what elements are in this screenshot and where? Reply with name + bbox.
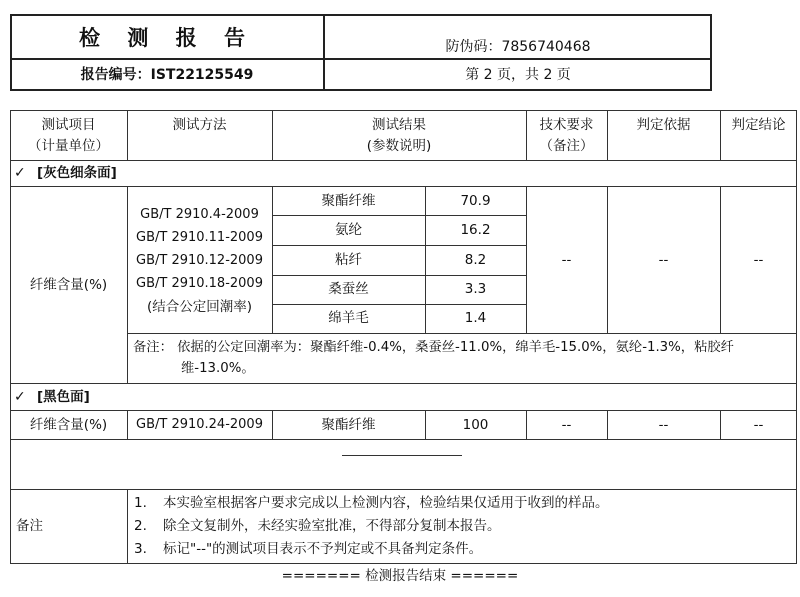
fiber-value: 1.4 bbox=[464, 310, 487, 326]
requirement-value: -- bbox=[561, 252, 572, 268]
col-header-result-params: (参数说明) bbox=[366, 138, 432, 154]
col-header-requirement-note: （备注） bbox=[539, 138, 594, 154]
rule-section1-bottom bbox=[10, 186, 797, 187]
method-line: GB/T 2910.12-2009 bbox=[136, 253, 263, 268]
remarks-rule bbox=[127, 489, 128, 564]
fiber-name: 氨纶 bbox=[335, 222, 362, 238]
fiber-name: 桑蚕丝 bbox=[328, 281, 369, 297]
moisture-note-cont: 维-13.0%。 bbox=[181, 361, 255, 376]
remark-number: 1. bbox=[134, 495, 147, 511]
header-divider-h bbox=[11, 58, 711, 60]
method-line: GB/T 2910.11-2009 bbox=[136, 230, 263, 245]
rule-section2-row-top bbox=[10, 410, 797, 411]
report-title: 检 测 报 告 bbox=[79, 26, 255, 50]
rule-fiber-2 bbox=[272, 245, 526, 246]
rule-fiber-3 bbox=[272, 275, 526, 276]
col-header-result: 测试结果 bbox=[372, 117, 426, 133]
rule-header-bottom bbox=[10, 160, 797, 161]
rule-fiber-1 bbox=[272, 215, 526, 216]
page-number: 第 2 页，共 2 页 bbox=[465, 67, 571, 83]
remark-number: 3. bbox=[134, 541, 147, 557]
check-mark: ✓ bbox=[14, 165, 26, 181]
col-header-basis: 判定依据 bbox=[636, 117, 691, 133]
method-line: GB/T 2910.18-2009 bbox=[136, 276, 263, 291]
fiber-value: 100 bbox=[462, 417, 489, 433]
remark-number: 2. bbox=[134, 518, 147, 534]
basis-value: -- bbox=[658, 417, 669, 433]
col-header-conclusion: 判定结论 bbox=[731, 117, 786, 133]
check-mark: ✓ bbox=[14, 389, 26, 405]
report-end-marker: ======= 检测报告结束 ====== bbox=[281, 568, 519, 584]
method-line: GB/T 2910.4-2009 bbox=[140, 207, 259, 222]
rule-section2-top bbox=[10, 383, 797, 384]
remarks-label: 备注 bbox=[16, 518, 43, 534]
basis-value: -- bbox=[658, 252, 669, 268]
conclusion-value: -- bbox=[753, 417, 764, 433]
fiber-value: 16.2 bbox=[460, 222, 491, 238]
anti-fake-code: 防伪码：7856740468 bbox=[445, 39, 591, 55]
requirement-value: -- bbox=[561, 417, 572, 433]
conclusion-value: -- bbox=[753, 252, 764, 268]
fiber-name: 聚酯纤维 bbox=[321, 193, 376, 209]
fiber-value: 8.2 bbox=[464, 252, 487, 268]
remark-text: 除全文复制外，未经实验室批准，不得部分复制本报告。 bbox=[163, 518, 501, 534]
fiber-value: 70.9 bbox=[460, 193, 491, 209]
test-item: 纤维含量(%) bbox=[29, 277, 108, 293]
moisture-note: 备注： 依据的公定回潮率为：聚酯纤维-0.4%，桑蚕丝-11.0%，绵羊毛-15.0%，氨纶-1.3%，粘胶纤 bbox=[133, 340, 734, 355]
col-header-item: 测试项目 bbox=[41, 117, 96, 133]
test-item: 纤维含量(%) bbox=[29, 417, 108, 433]
section-label: [灰色细条面] bbox=[37, 165, 117, 181]
fiber-name: 绵羊毛 bbox=[328, 310, 369, 326]
rule-fiber-4 bbox=[272, 304, 526, 305]
method-line: GB/T 2910.24-2009 bbox=[136, 417, 263, 432]
col-header-requirement: 技术要求 bbox=[539, 117, 594, 133]
remark-text: 标记"--"的测试项目表示不予判定或不具备判定条件。 bbox=[163, 541, 483, 557]
rule-note-top bbox=[127, 333, 797, 334]
report-number: 报告编号：IST22125549 bbox=[80, 67, 254, 83]
method-line: (结合公定回潮率) bbox=[146, 299, 253, 315]
rule-remarks-top bbox=[10, 489, 797, 490]
fiber-name: 粘纤 bbox=[335, 252, 362, 268]
signature-line bbox=[342, 455, 462, 456]
fiber-value: 3.3 bbox=[464, 281, 487, 297]
col-header-item-unit: （计量单位） bbox=[28, 138, 109, 154]
section-label: [黑色面] bbox=[37, 389, 90, 405]
rule-section2-row-bottom bbox=[10, 439, 797, 440]
col-header-method: 测试方法 bbox=[172, 117, 227, 133]
fiber-name: 聚酯纤维 bbox=[321, 417, 376, 433]
remark-text: 本实验室根据客户要求完成以上检测内容，检验结果仅适用于收到的样品。 bbox=[163, 495, 609, 511]
